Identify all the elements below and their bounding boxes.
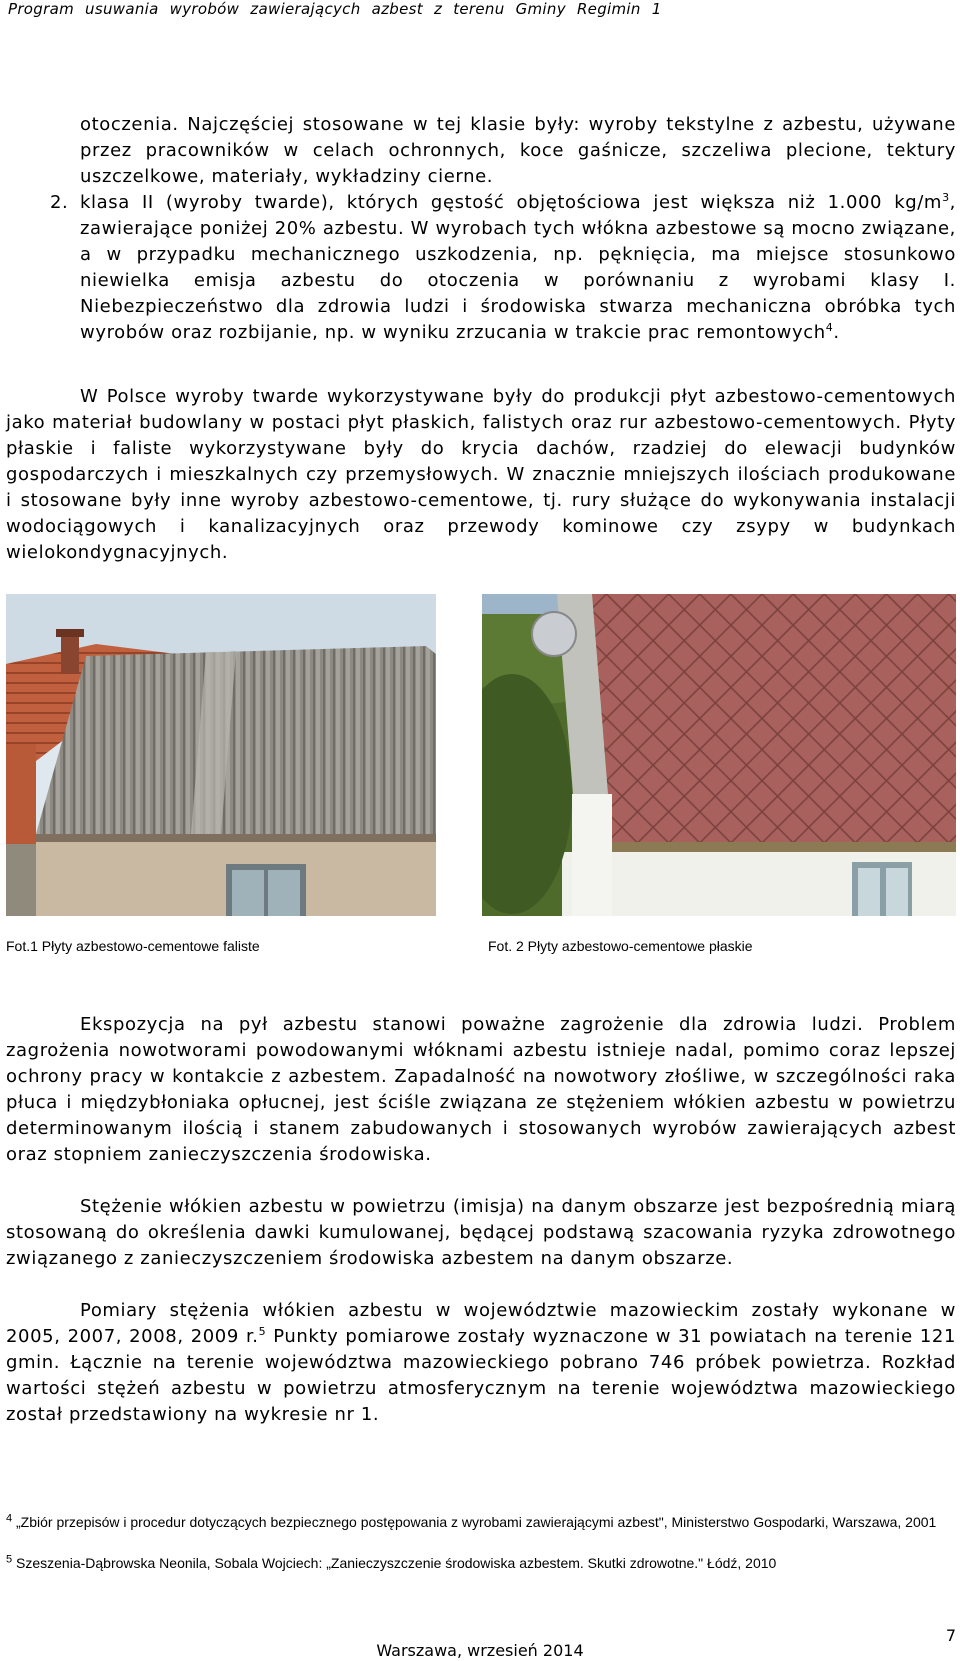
footnote-4-number: 4 <box>6 1512 13 1525</box>
footnote-4-text: „Zbiór przepisów i procedur dotyczących bezpiecznego postępowania z wyrobami zawierającymi azbest", Ministerstwo Gospodarki, Warszawa, 2001 <box>12 1514 937 1530</box>
page-header: Program usuwania wyrobów zawierających azbest z terenu Gminy Regimin 1 <box>8 0 662 18</box>
figure-caption-2: Fot. 2 Płyty azbestowo-cementowe płaskie <box>488 938 753 954</box>
paragraph-poland-uses: W Polsce wyroby twarde wykorzystywane były do produkcji płyt azbestowo-cementowych jako materiał budowlany w postaci płyt płaskich, falistych oraz rur azbestowo-cementowych. Płyty płaskie i faliste wykorzystywane były do krycia dachów, rzadziej do elewacji budynków gospodarczych i mieszkalnych czy przemysłowych. W znacznie mniejszych ilościach produkowane i stosowane były inne wyroby azbestowo-cementowe, tj. rury służące do wykonywania instalacji wodociągowych i kanalizacyjnych oraz przewody kominowe czy zsypy w budynkach wielokondygnacyjnych. <box>6 386 956 563</box>
class2-text-b: , zawierające poniżej 20% azbestu. W wyrobach tych włókna azbestowe są mocno związane, a w przypadku mechanicznego uszkodzenia, np. pęknięcia, ma miejsce stosunkowo niewielka emisja azbestu do otoczenia w porównaniu z wyrobami klasy I. Niebezpieczeństwo dla zdrowia ludzi i środowiska stwarza mechaniczna obróbka tych wyrobów oraz rozbijanie, np. w wyniku zrzucania w trakcie prac remontowych <box>80 192 956 343</box>
measurements-text-a: Pomiary stężenia włókien azbestu w województwie mazowieckim zostały wykonane w 2005, 2007, 2008, 2009 r. <box>6 1300 956 1347</box>
footnote-5 <box>6 1553 956 1574</box>
footnote-5-text: Szeszenia-Dąbrowska Neonila, Sobala Wojciech: „Zanieczyszczenie środowiska azbestem. Skutki zdrowotne." Łódź, 2010 <box>12 1555 777 1571</box>
paragraph-exposure: Ekspozycja na pył azbestu stanowi poważne zagrożenie dla zdrowia ludzi. Problem zagrożenia nowotworami powodowanymi włóknami azbestu istnieje nadal, pomimo coraz lepszej ochrony pracy w kontakcie z azbestem. Zapadalność na nowotwory złośliwe, w szczególności raka płuca i międzybłoniaka opłucnej, jest ściśle związana ze stężeniem włókien azbestu w powietrzu determinowanym ilością i stanem zabudowanych i stosowanych wyrobów zawierających azbest oraz stopniem zanieczyszczenia środowiska. <box>6 1014 956 1165</box>
footnote-ref-4[interactable]: 4 <box>825 321 834 334</box>
footnote-4 <box>6 1512 956 1533</box>
paragraph-class2-label: 2. <box>50 192 69 213</box>
footnote-ref-5[interactable]: 5 <box>258 1325 267 1338</box>
figure-caption-1: Fot.1 Płyty azbestowo-cementowe faliste <box>6 938 260 954</box>
flat-roof-image <box>482 594 956 916</box>
paragraph-concentration: Stężenie włókien azbestu w powietrzu (imisja) na danym obszarze jest bezpośrednią miarą stosowaną do określenia dawki kumulowanej, będącej podstawą szacowania ryzyka zdrowotnego związanego z zanieczyszczeniem środowiska azbestem na danym obszarze. <box>6 1196 956 1269</box>
footer-place-date: Warszawa, wrzesień 2014 <box>376 1641 584 1660</box>
paragraph-measurements <box>6 1298 956 1428</box>
corrugated-roof-image <box>6 594 436 916</box>
photo-corrugated-roof <box>6 594 436 916</box>
cubic-superscript: 3 <box>942 191 950 204</box>
page-number: 7 <box>945 1626 956 1645</box>
photo-flat-roof <box>482 594 956 916</box>
class2-text-end: . <box>833 322 840 343</box>
measurements-text-b: Punkty pomiarowe zostały wyznaczone w 31 powiatach na terenie 121 gmin. Łącznie na terenie województwa mazowieckiego pobrano 746 próbek powietrza. Rozkład wartości stężeń azbestu w powietrzu atmosferycznym na terenie województwa mazowieckiego został przedstawiony na wykresie nr 1. <box>6 1326 956 1425</box>
paragraph-class2 <box>80 190 956 346</box>
class2-text-a: klasa II (wyroby twarde), których gęstość objętościowa jest większa niż 1.000 kg/m <box>80 192 943 213</box>
paragraph-class1-continuation: otoczenia. Najczęściej stosowane w tej klasie były: wyroby tekstylne z azbestu, używane przez pracowników w celach ochronnych, koce gaśnicze, szczeliwa plecione, tektury uszczelkowe, materiały, wykładziny cierne. <box>80 114 956 187</box>
footnote-5-number: 5 <box>6 1553 13 1566</box>
